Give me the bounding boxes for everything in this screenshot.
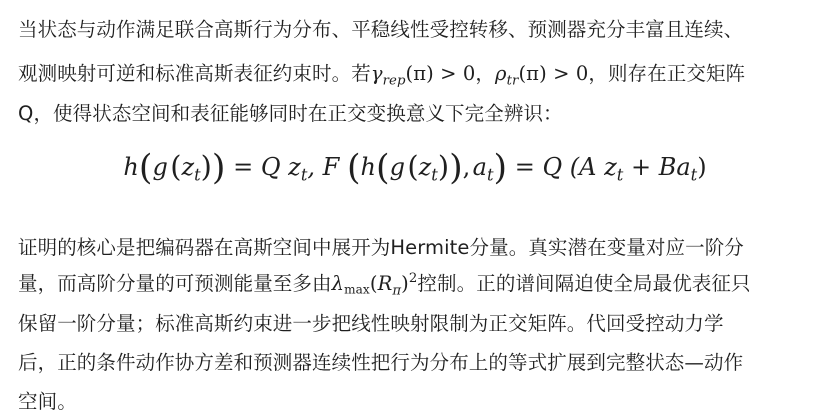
text-line: 保留一阶分量；标准高斯约束进一步把线性映射限制为正交矩阵。代回受控动力学 — [18, 312, 724, 335]
rho-inequality: (π) > 0 — [518, 62, 589, 85]
eq-rhs: = Q (A z — [514, 152, 617, 181]
eq-h: h — [123, 152, 139, 181]
text-line-with-conditions — [18, 58, 745, 89]
square-superscript: 2 — [408, 271, 418, 287]
eq-a: a — [472, 152, 487, 181]
eq-z: z — [181, 152, 195, 181]
lambda-subscript: max — [344, 282, 370, 297]
eq-g: g — [152, 152, 168, 181]
eq-z: z — [418, 152, 432, 181]
eq-sub-t: t — [194, 165, 201, 185]
eq-h: h — [360, 152, 376, 181]
text-line: 证明的核心是把编码器在高斯空间中展开为Hermite分量。真实潜在变量对应一阶分 — [18, 236, 744, 259]
text-segment: 观测映射可逆和标准高斯表征约束时。若 — [18, 62, 371, 85]
eq-sub-t: t — [486, 165, 494, 185]
text-segment: 控制。正的谱间隔迫使全局最优表征只 — [417, 272, 751, 295]
rho-symbol: ρ — [495, 62, 507, 85]
text-line: 空间。 — [18, 390, 77, 413]
lambda-expression: $\lambda\max(R_\pi)^2$ — [331, 271, 418, 299]
r-subscript: π — [392, 283, 402, 299]
eq-sub-t: t — [300, 165, 308, 185]
rho-subscript: tr — [506, 73, 519, 89]
eq-qz: = Q z — [233, 152, 301, 181]
display-equation: h(g $(z_t)) = Q$ $z_t$, F (h(g $(z_t)$), $a_t) = Q$ (A $z_t + Ba_t$) — [123, 148, 707, 188]
separator: ， — [475, 62, 496, 85]
eq-sub-t: t — [690, 165, 698, 185]
text-line: 当状态与动作满足联合高斯行为分布、平稳线性受控转移、预测器充分丰富且连续、 — [18, 18, 744, 41]
eq-ba: + Ba — [623, 152, 691, 181]
text-segment: 量，而高阶分量的可预测能量至多由 — [18, 272, 332, 295]
lambda-symbol: λ — [331, 272, 345, 295]
gamma-inequality: (π) > 0 — [405, 62, 476, 85]
text-line: 后，正的条件动作协方差和预测器连续性把行为分布上的等式扩展到完整状态—动作 — [18, 351, 744, 374]
eq-sub-t: t — [431, 165, 438, 185]
text-segment: ，则存在正交矩阵 — [588, 62, 746, 85]
rho-condition — [495, 62, 589, 89]
gamma-symbol: γ — [370, 62, 383, 85]
text-line: Q，使得状态空间和表征能够同时在正交变换意义下完全辨识： — [18, 102, 563, 125]
text-line-with-math — [18, 268, 751, 299]
gamma-subscript: rep — [382, 73, 406, 89]
eq-F: , F — [307, 152, 340, 181]
gamma-condition — [370, 62, 476, 89]
eq-sub-t: t — [616, 165, 624, 185]
eq-g: g — [389, 152, 405, 181]
r-close: ) — [401, 272, 409, 295]
eq-close: ) — [697, 152, 707, 181]
